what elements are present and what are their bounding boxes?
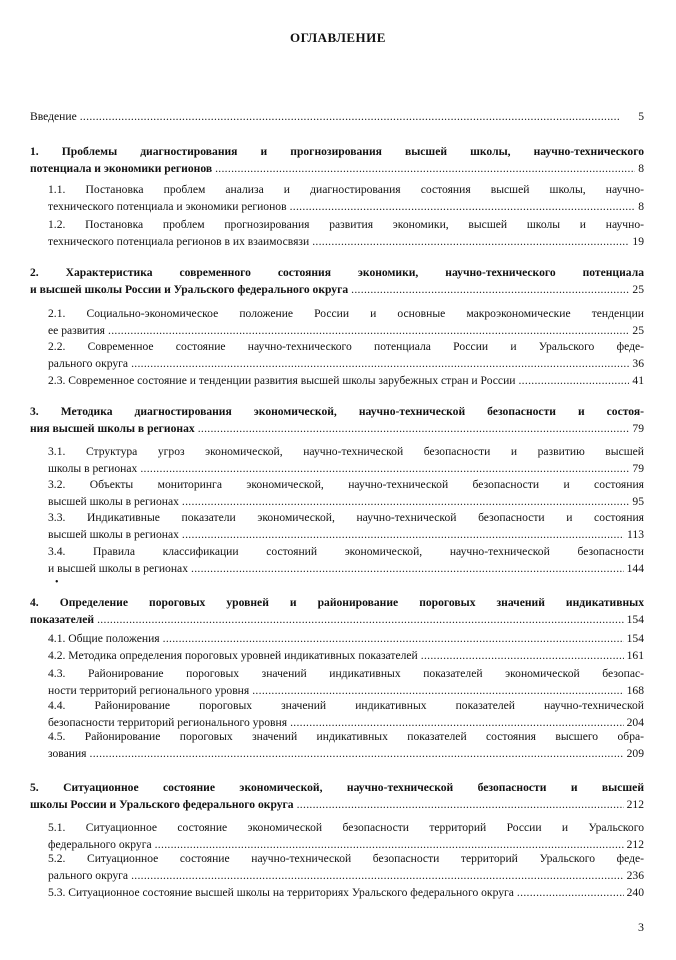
dot-leader	[215, 162, 635, 176]
toc-title-text: технического потенциала регионов в их взаимосвязи	[48, 235, 310, 248]
toc-page-number: 25	[632, 283, 644, 296]
toc-line: 5.1. Ситуационное состояние экономической безопасности территорий России и Уральского	[48, 821, 644, 834]
toc-page-number: 154	[626, 613, 644, 626]
toc-page-number: 236	[626, 869, 644, 882]
toc-page-number: 113	[627, 528, 644, 541]
toc-line: 2.2. Современное состояние научно-технического потенциала России и Уральского феде-	[48, 340, 644, 353]
toc-title-text: и высшей школы в регионах	[48, 562, 188, 575]
toc-line: 4.5. Районирование пороговых значений индикативных показателей состояния высшего обра-	[48, 730, 644, 743]
dot-leader	[290, 200, 636, 214]
toc-line: 2.1. Социально-экономическое положение России и основные макроэкономические тенденции	[48, 307, 644, 320]
toc-page-number: 204	[626, 716, 644, 729]
toc-title-text: рального округа	[48, 357, 129, 370]
dot-leader	[140, 462, 629, 476]
toc-title-text: показателей	[30, 613, 95, 626]
toc-title-text: федерального округа	[48, 838, 152, 851]
dot-leader	[131, 357, 629, 371]
dot-leader	[198, 422, 630, 436]
toc-title-text: технического потенциала и экономики регионов	[48, 200, 287, 213]
toc-title-text: безопасности территорий регионального уровня	[48, 716, 288, 729]
toc-page-number: 19	[632, 235, 644, 248]
toc-page-number: 209	[626, 747, 644, 760]
toc-page-number: 41	[632, 374, 644, 387]
dot-leader	[290, 716, 624, 730]
dot-leader	[182, 495, 630, 509]
dot-leader	[421, 649, 624, 663]
toc-title-text: зования	[48, 747, 87, 760]
toc-title-text: высшей школы в регионах	[48, 495, 179, 508]
dot-leader	[182, 528, 624, 542]
toc-title-text: Введение	[30, 110, 77, 123]
toc-line: 3.4. Правила классификации состояний экономической, научно-технической безопасности	[48, 545, 644, 558]
toc-page-number: 79	[632, 462, 644, 475]
dot-leader	[252, 684, 623, 698]
toc-title-text: и высшей школы России и Уральского федерального округа	[30, 283, 349, 296]
toc-title-text: ния высшей школы в регионах	[30, 422, 195, 435]
toc-page-number: 5	[638, 110, 644, 123]
toc-page-number: 161	[626, 649, 644, 662]
toc-line: 5.2. Ситуационное состояние научно-технической безопасности территорий Уральского феде-	[48, 852, 644, 865]
dot-leader	[297, 798, 624, 812]
dot-leader	[163, 632, 624, 646]
toc-title-text: высшей школы в регионах	[48, 528, 179, 541]
toc-page-number: 212	[626, 798, 644, 811]
toc-line: 3.2. Объекты мониторинга экономической, научно-технической безопасности и состояния	[48, 478, 644, 491]
page-title: ОГЛАВЛЕНИЕ	[290, 30, 386, 45]
toc-page-number: 168	[626, 684, 644, 697]
toc-line: 4. Определение пороговых уровней и районирование пороговых значений индикативных	[30, 596, 644, 609]
toc-page-number: 240	[626, 886, 644, 899]
toc-page-number: 95	[632, 495, 644, 508]
toc-line: 4.4. Районирование пороговых значений индикативных показателей научно-технической	[48, 699, 644, 712]
dot-leader	[518, 374, 629, 388]
toc-title-text: школы в регионах	[48, 462, 138, 475]
stray-mark: •	[55, 577, 59, 588]
toc-line: 1.1. Постановка проблем анализа и диагностирования состояния высшей школы, научно-	[48, 183, 644, 196]
toc-title-text: рального округа	[48, 869, 129, 882]
toc-title-text: ее развития	[48, 324, 105, 337]
page-number: 3	[638, 920, 644, 934]
toc-title-text: 2.3. Современное состояние и тенденции развития высшей школы зарубежных стран и России	[48, 374, 516, 387]
dot-leader	[312, 235, 629, 249]
toc-title-text: потенциала и экономики регионов	[30, 162, 213, 175]
toc-title-text: школы России и Уральского федерального округа	[30, 798, 294, 811]
toc-page-number: 36	[632, 357, 644, 370]
toc-page-number: 154	[626, 632, 644, 645]
toc-title-text: 5.3. Ситуационное состояние высшей школы на территориях Уральского федерального округа	[48, 886, 514, 899]
toc-page-number: 25	[632, 324, 644, 337]
toc-title-text: ности территорий регионального уровня	[48, 684, 250, 697]
dot-leader	[131, 869, 624, 883]
toc-line: 5. Ситуационное состояние экономической, научно-технической безопасности и высшей	[30, 781, 644, 794]
dot-leader	[517, 886, 624, 900]
toc-page-number: 212	[626, 838, 644, 851]
dot-leader	[155, 838, 624, 852]
toc-title-text: 4.2. Методика определения пороговых уровней индикативных показателей	[48, 649, 418, 662]
dot-leader	[97, 613, 624, 627]
toc-line: 1.2. Постановка проблем прогнозирования развития экономики, высшей школы и научно-	[48, 218, 644, 231]
toc-page-number: 8	[638, 162, 644, 175]
toc-title-text: 4.1. Общие положения	[48, 632, 160, 645]
toc-line: 3. Методика диагностирования экономической, научно-технической безопасности и состоя-	[30, 405, 644, 418]
dot-leader	[191, 562, 624, 576]
toc-line: 3.3. Индикативные показатели экономической, научно-технической безопасности и состояния	[48, 511, 644, 524]
toc-page-number: 144	[626, 562, 644, 575]
toc-line: 4.3. Районирование пороговых значений индикативных показателей экономической безопас-	[48, 667, 644, 680]
toc-line: 2. Характеристика современного состояния экономики, научно-технического потенциала	[30, 266, 644, 279]
toc-page-number: 8	[638, 200, 644, 213]
dot-leader	[108, 324, 629, 338]
dot-leader	[80, 110, 635, 124]
dot-leader	[351, 283, 629, 297]
dot-leader	[90, 747, 624, 761]
toc-line: 3.1. Структура угроз экономической, научно-технической безопасности и развитию высшей	[48, 445, 644, 458]
toc-line: 1. Проблемы диагностирования и прогнозирования высшей школы, научно-технического	[30, 145, 644, 158]
toc-page-number: 79	[632, 422, 644, 435]
